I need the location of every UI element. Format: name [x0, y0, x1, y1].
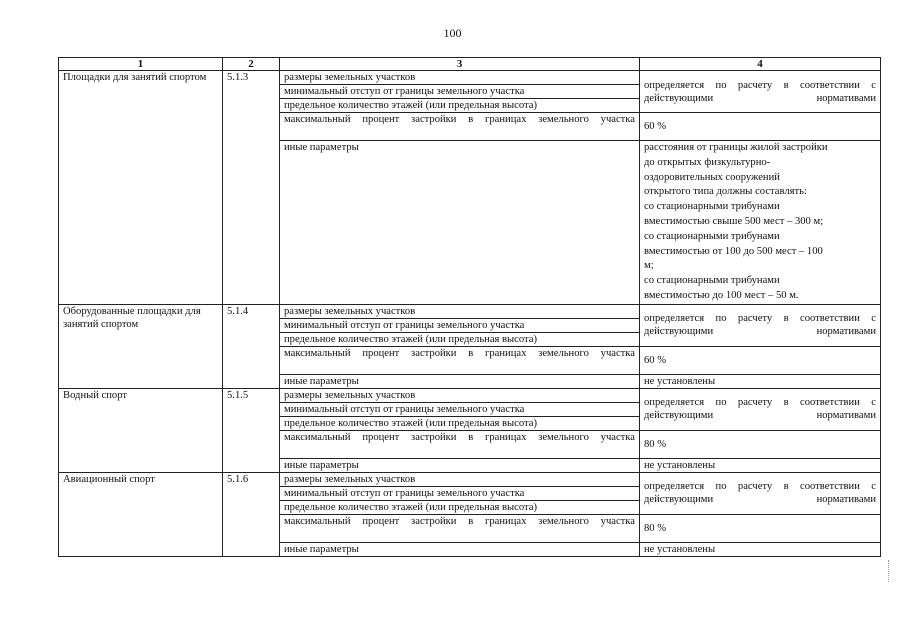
other-requirements — [640, 141, 881, 305]
zoning-table — [58, 57, 881, 557]
not-set-value: не установлены — [640, 458, 881, 472]
param-indent: минимальный отступ от границы земельного участка — [280, 318, 640, 332]
column-header: 3 — [280, 58, 640, 71]
param-size: размеры земельных участков — [280, 304, 640, 318]
param-floors: предельное количество этажей (или предельная высота) — [280, 332, 640, 346]
header-row — [59, 58, 881, 71]
table-row — [59, 71, 881, 85]
param-percent: максимальный процент застройки в границах земельного участка — [280, 346, 640, 374]
use-type-code: 5.1.3 — [223, 71, 280, 305]
use-type-name: Авиационный спорт — [59, 472, 223, 556]
req-line: со стационарными трибунами — [644, 230, 780, 242]
param-percent: максимальный процент застройки в границах земельного участка — [280, 113, 640, 141]
req-line: расстояния от границы жилой застройки — [644, 142, 828, 153]
percent-value: 80 % — [640, 514, 881, 542]
param-percent: максимальный процент застройки в границах земельного участка — [280, 514, 640, 542]
param-percent: максимальный процент застройки в границах земельного участка — [280, 430, 640, 458]
req-line: со стационарными трибунами — [644, 201, 780, 213]
column-header: 1 — [59, 58, 223, 71]
use-type-name: Водный спорт — [59, 388, 223, 472]
use-type-code: 5.1.4 — [223, 304, 280, 388]
req-line: м; — [644, 260, 654, 272]
req-line: до открытых физкультурно- — [644, 156, 771, 168]
param-indent: минимальный отступ от границы земельного участка — [280, 85, 640, 99]
rule-text: определяется по расчету в соответствии с действующими нормативами — [644, 397, 876, 422]
param-indent: минимальный отступ от границы земельного участка — [280, 486, 640, 500]
use-type-name: Оборудованные площадки для занятий спортом — [59, 304, 223, 388]
param-rule — [640, 71, 881, 113]
param-indent: минимальный отступ от границы земельного участка — [280, 402, 640, 416]
req-line: оздоровительных сооружений — [644, 171, 780, 183]
req-line: вместимостью до 100 мест – 50 м. — [644, 289, 799, 301]
param-other: иные параметры — [280, 458, 640, 472]
not-set-value: не установлены — [640, 542, 881, 556]
param-size: размеры земельных участков — [280, 71, 640, 85]
percent-value: 60 % — [640, 346, 881, 374]
table-row — [59, 304, 881, 318]
param-other: иные параметры — [280, 542, 640, 556]
use-type-code: 5.1.6 — [223, 472, 280, 556]
percent-value: 80 % — [640, 430, 881, 458]
req-line: вместимостью свыше 500 мест – 300 м; — [644, 215, 824, 227]
param-other: иные параметры — [280, 374, 640, 388]
param-other: иные параметры — [280, 141, 640, 305]
param-rule — [640, 472, 881, 514]
param-floors: предельное количество этажей (или предельная высота) — [280, 500, 640, 514]
param-rule — [640, 388, 881, 430]
param-size: размеры земельных участков — [280, 472, 640, 486]
req-line: вместимостью от 100 до 500 мест – 100 — [644, 245, 823, 257]
scan-edge-mark — [888, 560, 897, 582]
column-header: 4 — [640, 58, 881, 71]
page-number: 100 — [443, 26, 462, 40]
rule-text: определяется по расчету в соответствии с действующими нормативами — [644, 79, 876, 104]
req-line: открытого типа должны составлять: — [644, 186, 807, 198]
use-type-name: Площадки для занятий спортом — [59, 71, 223, 305]
rule-text: определяется по расчету в соответствии с действующими нормативами — [644, 481, 876, 506]
percent-value: 60 % — [640, 113, 881, 141]
use-type-code: 5.1.5 — [223, 388, 280, 472]
column-header: 2 — [223, 58, 280, 71]
param-rule — [640, 304, 881, 346]
param-floors: предельное количество этажей (или предельная высота) — [280, 416, 640, 430]
param-floors: предельное количество этажей (или предельная высота) — [280, 99, 640, 113]
table-row — [59, 472, 881, 486]
param-size: размеры земельных участков — [280, 388, 640, 402]
rule-text: определяется по расчету в соответствии с действующими нормативами — [644, 313, 876, 338]
table-row — [59, 388, 881, 402]
req-line: со стационарными трибунами — [644, 275, 780, 287]
not-set-value: не установлены — [640, 374, 881, 388]
